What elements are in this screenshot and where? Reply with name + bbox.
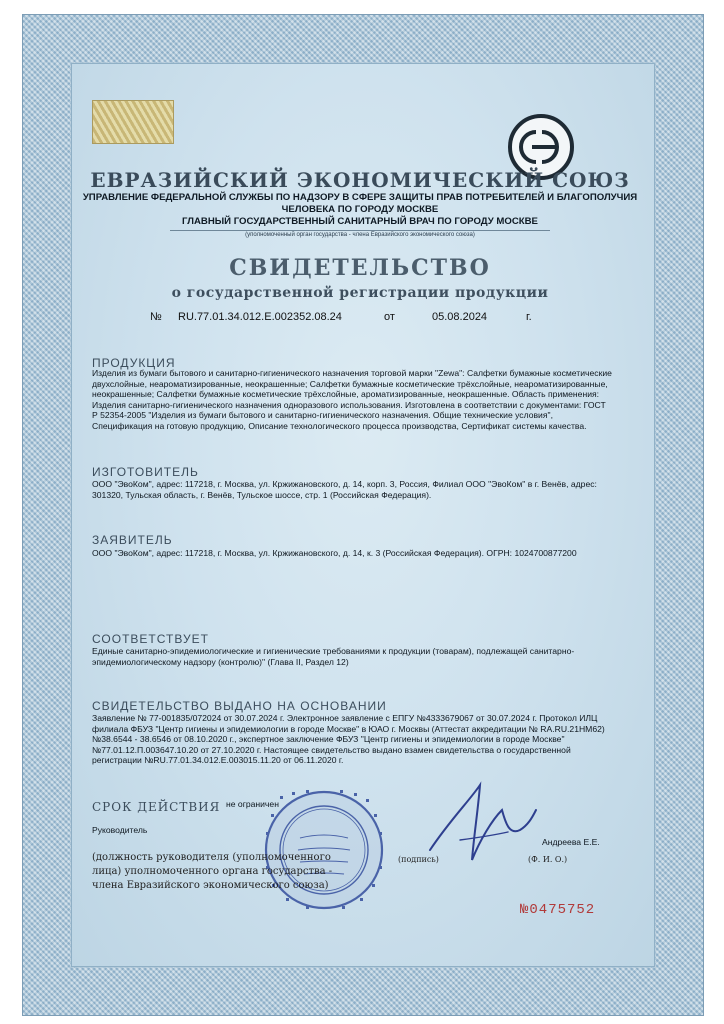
certificate-date: 05.08.2024 [432,311,488,323]
fio-label: (Ф. И. О.) [528,855,568,864]
validity-heading: СРОК ДЕЙСТВИЯ [92,800,221,814]
official-seal-icon [262,788,386,912]
certificate-subtitle: о государственной регистрации продукции [171,285,549,301]
certificate-number: RU.77.01.34.012.E.002352.08.24 [178,311,342,323]
applicant-text: ООО "ЭвоКом", адрес: 117218, г. Москва, ул. Кржижановского, д. 14, к. 3 (Российская Федерация). ОГРН: 1024700877200 [92,548,577,558]
certificate-title: СВИДЕТЕЛЬСТВО [229,255,491,281]
footer-position-line-3: члена Евразийского экономического союза) [92,880,329,891]
serial-number: №0475752 [520,902,596,918]
basis-heading: СВИДЕТЕЛЬСТВО ВЫДАНО НА ОСНОВАНИИ [92,699,387,713]
signature-label: (подпись) [398,855,439,864]
issuer-line-1: УПРАВЛЕНИЕ ФЕДЕРАЛЬНОЙ СЛУЖБЫ ПО НАДЗОРУ В СФЕРЕ ЗАЩИТЫ ПРАВ ПОТРЕБИТЕЛЕЙ И БЛАГОПОЛУЧИЯ [82,192,638,203]
conforms-text: Единые санитарно-эпидемиологические и гигиенические требованиями к продукции (товарам), подлежащей санитарно-эпидемиологическому надзору (контролю)" (Глава II, Раздел 12) [92,646,575,667]
signatory-role: Руководитель [92,825,148,835]
product-text: Изделия из бумаги бытового и санитарно-гигиенического назначения торговой марки "Zewa": Салфетки бумажные косметические двухслойные, неароматизированные, неокрашенные; Салфетки бумажные косметические трёхслойные, неароматизированные, неокрашенные; Салфетки бумажные косметические трёхслойные, ароматизированные, неокрашенные. Область применения: Изделия санитарно-гигиенического назначения одноразового использования. Изготовлена в соответствии с документами: ГОСТ Р 52354-2005 "Изделия из бумаги бытового и санитарно-гигиенического назначения. Общие технические условия", Спецификация на готовую продукцию, Описание технологического процесса производства, Сертификат системы качества. [92,368,612,431]
product-heading: ПРОДУКЦИЯ [92,356,176,370]
validity-value: не ограничен [226,799,279,809]
issuer-line-2: ЧЕЛОВЕКА ПО ГОРОДУ МОСКВЕ [281,204,439,215]
issuer-header [60,168,660,228]
signatory-name: Андреева Е.Е. [542,837,600,847]
issuer-line-3: ГЛАВНЫЙ ГОСУДАРСТВЕННЫЙ САНИТАРНЫЙ ВРАЧ ПО ГОРОДУ МОСКВЕ [182,216,538,227]
year-suffix: г. [526,311,532,323]
organ-note: (уполномоченный орган государства - члена Евразийского экономического союза) [170,230,550,238]
basis-text: Заявление № 77-001835/072024 от 30.07.2024 г. Электронное заявление с ЕПГУ №4333679067 от 30.07.2024 г. Протокол ИЛЦ филиала ФБУЗ "Центр гигиены и эпидемиологии в городе Москве" в ЮАО г. Москвы (Аттестат аккредитации № RA.RU.21НМ62) №38.6544 - 38.6546 от 08.10.2020 г., экспертное заключение ФБУЗ "Центр гигиены и эпидемиологии в городе Москве" №77.01.12.П.003647.10.20 от 27.10.2020 г. Настоящее свидетельство выдано взамен свидетельства о государственной регистрации №RU.77.01.34.012.Е.003015.11.20 от 06.11.2020 г. [92,713,605,766]
hologram-sticker [92,100,174,144]
applicant-heading: ЗАЯВИТЕЛЬ [92,533,173,547]
union-title: ЕВРАЗИЙСКИЙ ЭКОНОМИЧЕСКИЙ СОЮЗ [90,168,630,192]
footer-position-line-2: лица) уполномоченного органа государства - [92,866,333,877]
number-label: № [150,311,162,323]
footer-position-line-1: (должность руководителя (уполномоченного [92,852,331,863]
conforms-heading: СООТВЕТСТВУЕТ [92,632,209,646]
date-from-label: от [384,311,395,323]
manufacturer-text: ООО "ЭвоКом", адрес: 117218, г. Москва, ул. Кржижановского, д. 14, корп. 3, Россия, Филиал ООО "ЭвоКом" в г. Венёв, адрес: 301320, Тульская область, г. Венёв, Тульское шоссе, стр. 1 (Российская Федерация). [92,479,597,500]
manufacturer-heading: ИЗГОТОВИТЕЛЬ [92,465,199,479]
